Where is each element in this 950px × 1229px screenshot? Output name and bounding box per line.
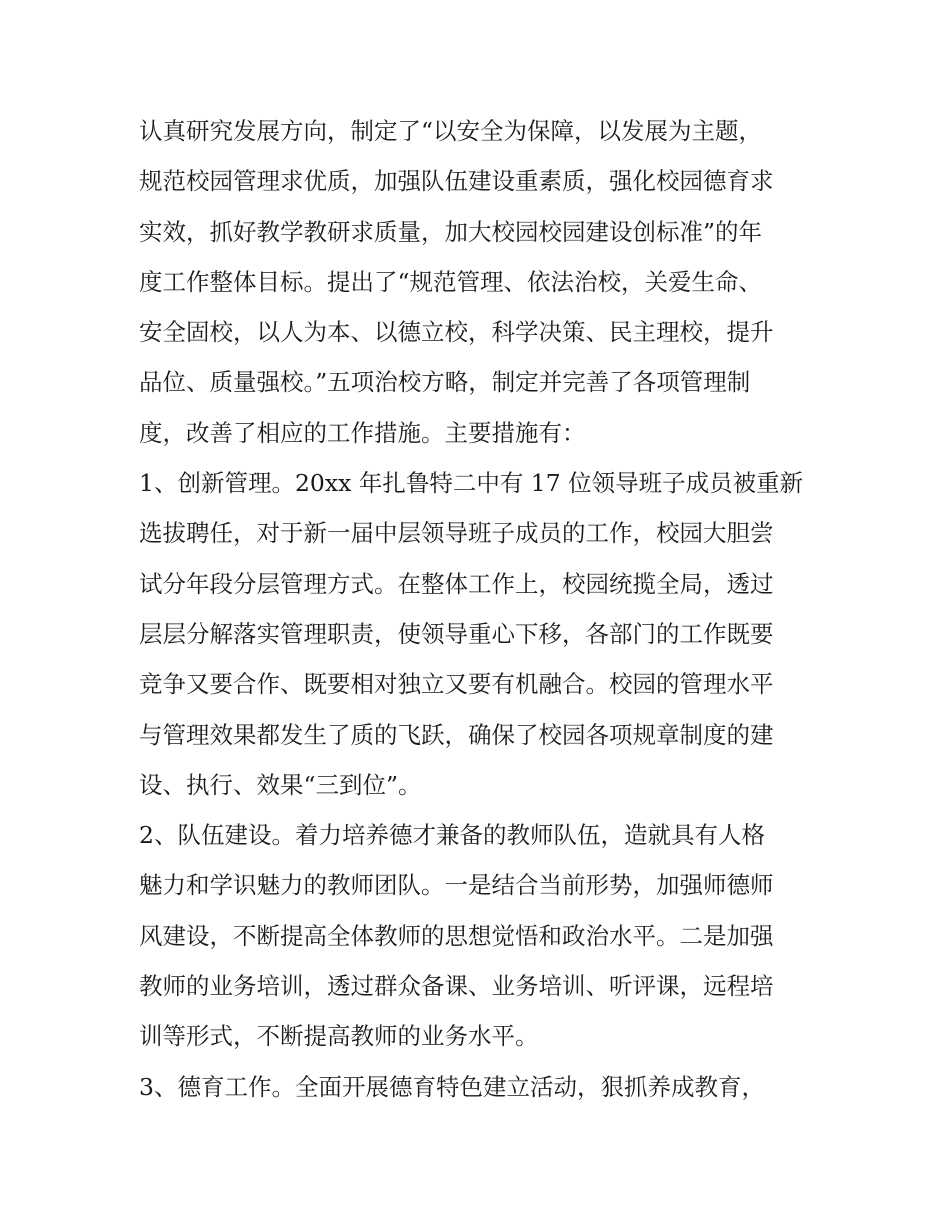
text-line-5: 安全固校，以人为本、以德立校，科学决策、民主理校，提升	[139, 318, 774, 347]
text-line-16: 魅力和学识魅力的教师团队。一是结合当前形势，加强师德师	[139, 871, 774, 900]
text-line-2: 规范校园管理求优质，加强队伍建设重素质，强化校园德育求	[139, 167, 774, 196]
text-line-12: 竞争又要合作、既要相对独立又要有机融合。校园的管理水平	[139, 670, 774, 699]
text-line-7: 度，改善了相应的工作措施。主要措施有：	[139, 418, 586, 447]
text-line-10: 试分年段分层管理方式。在整体工作上，校园统揽全局，透过	[139, 569, 774, 598]
text-line-15: 2、队伍建设。着力培养德才兼备的教师队伍，造就具有人格	[139, 821, 765, 850]
text-line-20: 3、德育工作。全面开展德育特色建立活动，狠抓养成教育，	[139, 1072, 765, 1101]
text-line-14: 设、执行、效果“三到位”。	[139, 770, 422, 799]
text-line-9: 选拔聘任，对于新一届中层领导班子成员的工作，校园大胆尝	[139, 519, 774, 548]
text-line-4: 度工作整体目标。提出了“规范管理、依法治校，关爱生命、	[139, 267, 763, 296]
text-line-6: 品位、质量强校。”五项治校方略，制定并完善了各项管理制	[139, 368, 751, 397]
text-line-19: 训等形式，不断提高教师的业务水平。	[139, 1022, 539, 1051]
text-line-3: 实效，抓好教学教研求质量，加大校园校园建设创标准”的年	[139, 217, 763, 246]
text-line-18: 教师的业务培训，透过群众备课、业务培训、听评课，远程培	[139, 972, 774, 1001]
text-line-17: 风建设，不断提高全体教师的思想觉悟和政治水平。二是加强	[139, 921, 774, 950]
text-line-13: 与管理效果都发生了质的飞跃，确保了校园各项规章制度的建	[139, 720, 774, 749]
text-line-11: 层层分解落实管理职责，使领导重心下移，各部门的工作既要	[139, 619, 774, 648]
text-line-8: 1、创新管理。20xx 年扎鲁特二中有 17 位领导班子成员被重新	[139, 469, 804, 498]
text-line-1: 认真研究发展方向，制定了“以安全为保障，以发展为主题，	[139, 117, 763, 145]
document-body	[139, 106, 819, 1112]
